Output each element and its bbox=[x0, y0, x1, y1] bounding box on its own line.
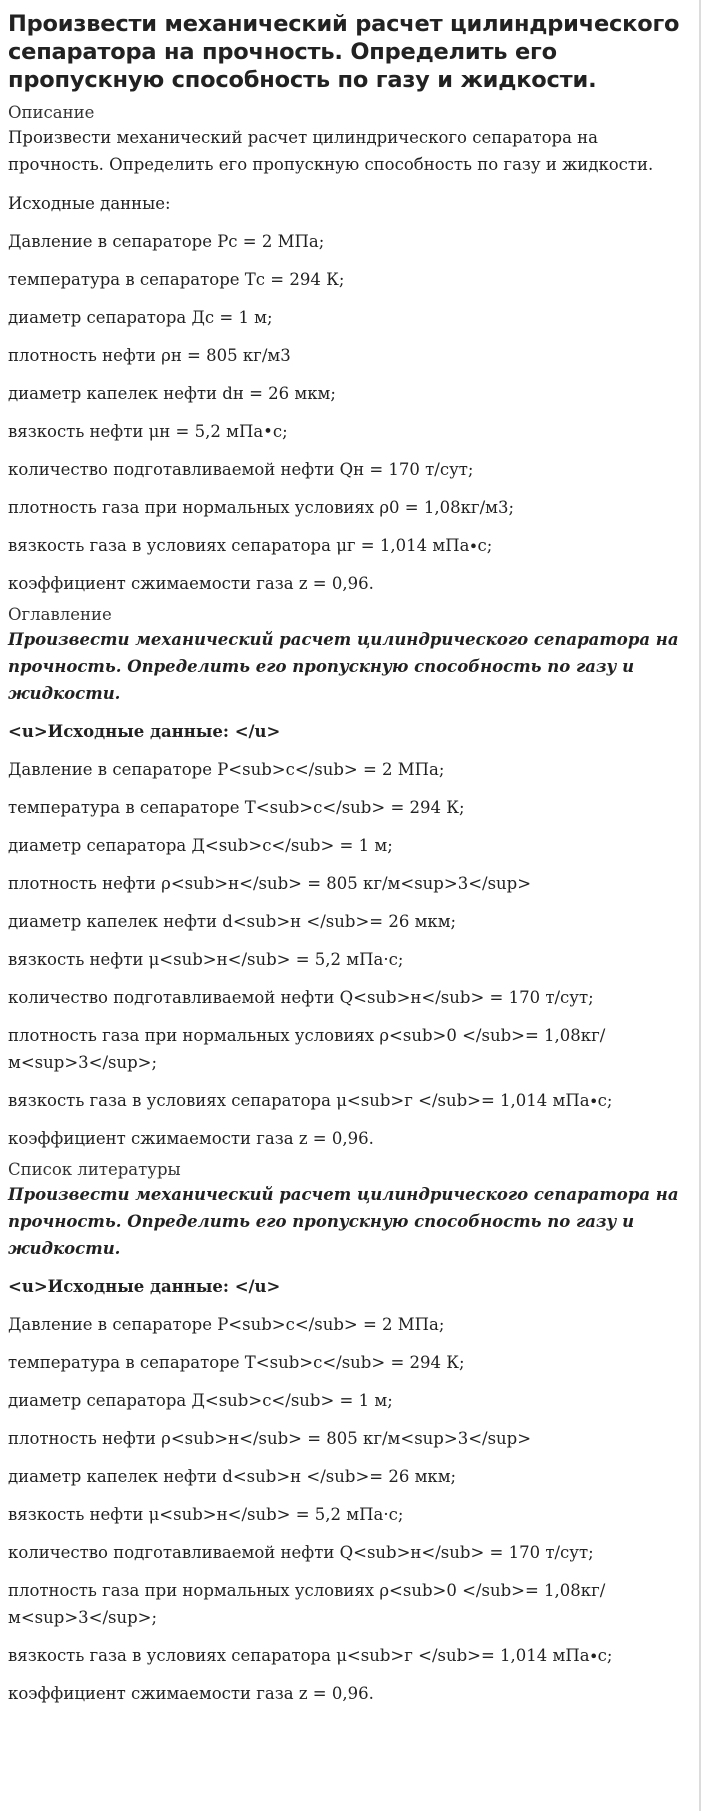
references-lines bbox=[8, 1311, 689, 1707]
description-line: вязкость нефти μн = 5,2 мПа•с; bbox=[8, 422, 288, 441]
contents-line: плотность газа при нормальных условиях ρ<sub>0 </sub>= 1,08кг/м<sup>3</sup>; bbox=[8, 1026, 606, 1072]
contents-line: температура в сепараторе Т<sub>с</sub> = 294 К; bbox=[8, 798, 465, 817]
contents-section bbox=[8, 604, 689, 1152]
contents-line: вязкость нефти μ<sub>н</sub> = 5,2 мПа·с; bbox=[8, 950, 404, 969]
description-line: коэффициент сжимаемости газа z = 0,96. bbox=[8, 574, 374, 593]
description-text: Произвести механический расчет цилиндрического сепаратора на прочность. Определить его пропускную способность по газу и жидкости. bbox=[8, 128, 654, 174]
references-line: плотность нефти ρ<sub>н</sub> = 805 кг/м<sup>3</sup> bbox=[8, 1429, 532, 1448]
references-line: коэффициент сжимаемости газа z = 0,96. bbox=[8, 1684, 374, 1703]
contents-line: вязкость газа в условиях сепаратора μ<sub>г </sub>= 1,014 мПа∙с; bbox=[8, 1091, 613, 1110]
description-line: диаметр капелек нефти dн = 26 мкм; bbox=[8, 384, 336, 403]
references-line: вязкость нефти μ<sub>н</sub> = 5,2 мПа·с; bbox=[8, 1505, 404, 1524]
description-line: плотность газа при нормальных условиях ρ0 = 1,08кг/м3; bbox=[8, 498, 515, 517]
description-line: температура в сепараторе Тс = 294 К; bbox=[8, 270, 345, 289]
contents-heading: Произвести механический расчет цилиндрического сепаратора на прочность. Определить его пропускную способность по газу и жидкости. bbox=[8, 630, 679, 703]
description-lines bbox=[8, 190, 689, 597]
references-line: количество подготавливаемой нефти Q<sub>н</sub> = 170 т/сут; bbox=[8, 1543, 594, 1562]
description-line: количество подготавливаемой нефти Qн = 170 т/сут; bbox=[8, 460, 474, 479]
description-line: вязкость газа в условиях сепаратора μг = 1,014 мПа∙с; bbox=[8, 536, 493, 555]
contents-line: диаметр сепаратора Д<sub>с</sub> = 1 м; bbox=[8, 836, 393, 855]
references-line: Давление в сепараторе Р<sub>с</sub> = 2 МПа; bbox=[8, 1315, 445, 1334]
description-label: Описание bbox=[8, 103, 95, 122]
references-line: диаметр сепаратора Д<sub>с</sub> = 1 м; bbox=[8, 1391, 393, 1410]
contents-line: количество подготавливаемой нефти Q<sub>н</sub> = 170 т/сут; bbox=[8, 988, 594, 1007]
page-title: Произвести механический расчет цилиндрического сепаратора на прочность. Определить его пропускную способность по газу и жидкости. bbox=[8, 11, 680, 93]
contents-lines bbox=[8, 756, 689, 1152]
references-line: диаметр капелек нефти d<sub>н </sub>= 26 мкм; bbox=[8, 1467, 457, 1486]
references-heading: Произвести механический расчет цилиндрического сепаратора на прочность. Определить его пропускную способность по газу и жидкости. bbox=[8, 1185, 679, 1258]
contents-line: плотность нефти ρ<sub>н</sub> = 805 кг/м<sup>3</sup> bbox=[8, 874, 532, 893]
references-line: плотность газа при нормальных условиях ρ<sub>0 </sub>= 1,08кг/м<sup>3</sup>; bbox=[8, 1581, 606, 1627]
description-line: Исходные данные: bbox=[8, 194, 171, 213]
description-line: диаметр сепаратора Дс = 1 м; bbox=[8, 308, 273, 327]
contents-label: Оглавление bbox=[8, 605, 112, 624]
contents-line: Давление в сепараторе Р<sub>с</sub> = 2 МПа; bbox=[8, 760, 445, 779]
references-line: температура в сепараторе Т<sub>с</sub> = 294 К; bbox=[8, 1353, 465, 1372]
contents-subheading: <u>Исходные данные: </u> bbox=[8, 722, 281, 741]
contents-line: коэффициент сжимаемости газа z = 0,96. bbox=[8, 1129, 374, 1148]
references-subheading: <u>Исходные данные: </u> bbox=[8, 1277, 281, 1296]
references-section bbox=[8, 1159, 689, 1707]
description-line: Давление в сепараторе Рс = 2 МПа; bbox=[8, 232, 325, 251]
references-label: Список литературы bbox=[8, 1160, 181, 1179]
references-line: вязкость газа в условиях сепаратора μ<sub>г </sub>= 1,014 мПа∙с; bbox=[8, 1646, 613, 1665]
description-line: плотность нефти ρн = 805 кг/м3 bbox=[8, 346, 291, 365]
contents-line: диаметр капелек нефти d<sub>н </sub>= 26 мкм; bbox=[8, 912, 457, 931]
description-section bbox=[8, 102, 689, 597]
